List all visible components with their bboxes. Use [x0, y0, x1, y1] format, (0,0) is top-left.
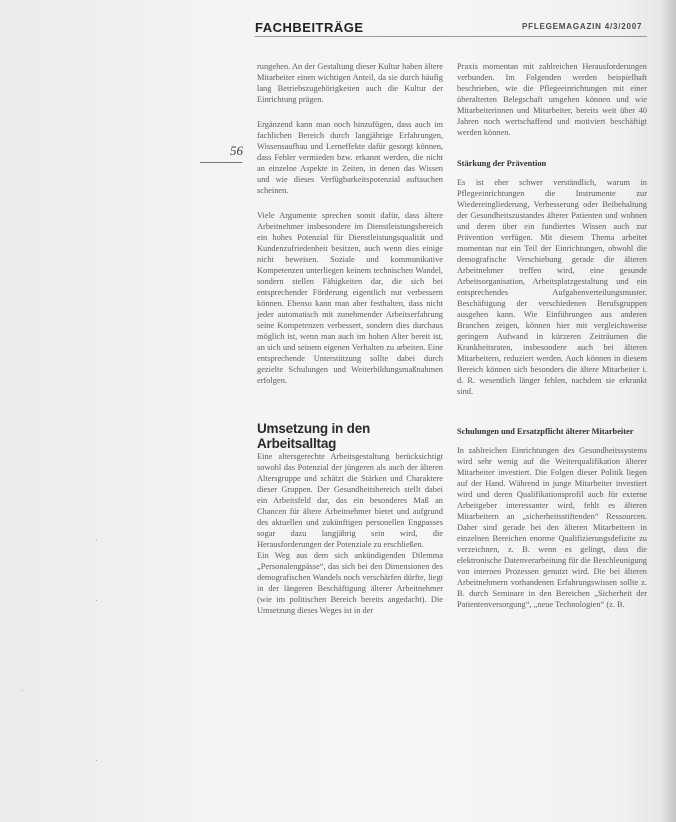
subheading-training: Schulungen und Ersatzpflicht älterer Mitarbeiter	[457, 427, 634, 436]
scan-speck	[96, 760, 97, 761]
left-paragraph-3: Viele Argumente sprechen somit dafür, dass ältere Arbeitnehmer insbesondere im Dienstleistungsbereich ein hohes Potenzial für Dienstleistungsqualität und Kundenzufriedenheit besitzen, auch wenn dies einige nicht beweisen. Soziale und kommunikative Kompetenzen unterliegen keinem technischen Wandel, sondern stellen Fähigkeiten dar, die sich bei entsprechender Förderung eigentlich nur verbessern können. Ebenso kann man aber festhalten, dass nicht jeder automatisch mit zunehmender Arbeitserfahrung seine Kompetenzen verbessert, sondern dies durchaus möglich ist, wenn man auch im hohen Alter bereit ist, an sich und seinem eigenen Verhalten zu arbeiten. Eine entsprechende Unterstützung sollte dabei durch gezielte Schulungen und Weiterbildungsmaßnahmen erfolgen.	[257, 211, 443, 385]
scan-speck	[96, 540, 97, 541]
right-column-top	[457, 61, 647, 146]
journal-running-head: PFLEGEMAGAZIN 4/3/2007	[522, 22, 643, 31]
left-column-top	[257, 61, 443, 394]
scan-speck	[96, 600, 97, 601]
left-paragraph-5: Ein Weg aus dem sich ankündigenden Dilemma „Personalengpässe“, das sich bei den Dimensionen des demografischen Wandels noch verschärfen dürfte, liegt in der längeren Beschäftigung älterer Arbeitnehmer (wie im politischen Bereich bereits angedacht). Die Umsetzung dieses Weges ist in der	[257, 551, 443, 615]
left-column-bottom	[257, 451, 443, 624]
left-paragraph-1: rungehen. An der Gestaltung dieser Kultur haben ältere Mitarbeiter einen wichtigen Anteil, da sie durch häufig lang Betriebszugehörigkeiten auch die Kultur der Einrichtung prägen.	[257, 62, 443, 104]
right-column-bottom	[457, 426, 647, 618]
section-title: FACHBEITRÄGE	[255, 20, 364, 35]
subheading-prevention: Stärkung der Prävention	[457, 159, 547, 168]
section-heading: Umsetzung in den Arbeitsalltag	[257, 421, 371, 451]
page-number: 56	[230, 143, 243, 158]
scan-speck	[22, 690, 23, 691]
right-paragraph-1: Praxis momentan mit zahlreichen Herausforderungen verbunden. Im Folgenden werden beispielhaft beschrieben, wie die Pflegeeinrichtungen mit einer überalterten Belegschaft umgehen können und wie Mitarbeiterinnen und Mitarbeiter, bereits weit über 40 Jahren noch wertschaffend und motiviert beschäftigt werden können.	[457, 62, 647, 137]
left-paragraph-4: Eine altersgerechte Arbeitsgestaltung berücksichtigt sowohl das Potenzial der jüngeren als auch der älteren Altersgruppe und schätzt die Stärken und Charaktere dieser Gruppen. Der Gesundheitsbereich stellt dabei ein Arbeitsfeld dar, das ein besonderes Maß an Chancen für ältere Arbeitnehmer bietet und aufgrund des aktuellen und zukünftigen personellen Engpasses sogar dazu langjährig sein wird, die Herausforderungen der Potenziale zu erschließen.	[257, 452, 443, 549]
header-rule	[255, 36, 647, 37]
right-paragraph-2: Es ist eher schwer verständlich, warum in Pflegeeinrichtungen die Instrumente zur Wiedereingliederung, Verbesserung oder Beibehaltung der Gesundheitszustandes älterer Patienten und wohnen und deren über ein fundiertes Wissen auch zur Prävention verfügen. Mit diesem Thema arbeitet momentan nur ein Teil der Einrichtungen, obwohl die demografische Verschiebung gerade die älteren Arbeitnehmer treffen wird, eine gesunde Arbeitsorganisation, Arbeitsplatzgestaltung und ein entsprechendes Aufgabenverteilungsmuster. Beschäftigung der verschiedenen Berufsgruppen ausgehen kann. Wie Einführungen aus anderen Branchen zeigen, können hier mit vergleichsweise geringem Aufwand in kürzeren Zeiträumen die Krankheitsraten, insbesondere auch bei älteren Mitarbeitern, reduziert werden. Auch können in diesem Bereich können sich besonders die ältere Mitarbeiter i. d. R. wesentlich länger fehlen, nachdem sie erkrankt sind.	[457, 178, 647, 396]
left-paragraph-2: Ergänzend kann man noch hinzufügen, dass auch im fachlichen Bereich durch langjährige Erfahrungen, Wissensaufbau und Lerneffekte dafür gesorgt können, dass Fehler vermieden bzw. erkannt werden, die nicht an einzelne Aspekte in Zeiten, in denen das Wissen und wie dieses Verfügbarkeitspotenzial auftauchen scheinen.	[257, 120, 443, 195]
right-column-middle	[457, 158, 647, 405]
right-paragraph-3: In zahlreichen Einrichtungen des Gesundheitssystems wird sehr wenig auf die Weiterqualifikation älterer Mitarbeiter investiert. Die Folgen dieser Politik liegen auf der Hand. Während in junge Mitarbeiter investiert wird und deren Qualifikationsprofil auch für externe Arbeitgeber interessanter wird, fehlt es älteren Mitarbeitern an „sicherheitsstiftenden“ Ressourcen. Daher sind gerade bei den älteren Mitarbeitern in einzelnen Bereichen enorme Qualifizierungsdefizite zu verzeichnen, z. B. wenn es gelingt, dass die elektronische Datenverarbeitung für die Beschleunigung von internen Prozessen genutzt wird. Die bei älteren Arbeitnehmern vorhandenen Erfahrungswissen sollte z. B. durch Seminare in den Bereichen „Sicherheit der Patientenversorgung“, „neue Technologien“ (z. B.	[457, 446, 647, 609]
